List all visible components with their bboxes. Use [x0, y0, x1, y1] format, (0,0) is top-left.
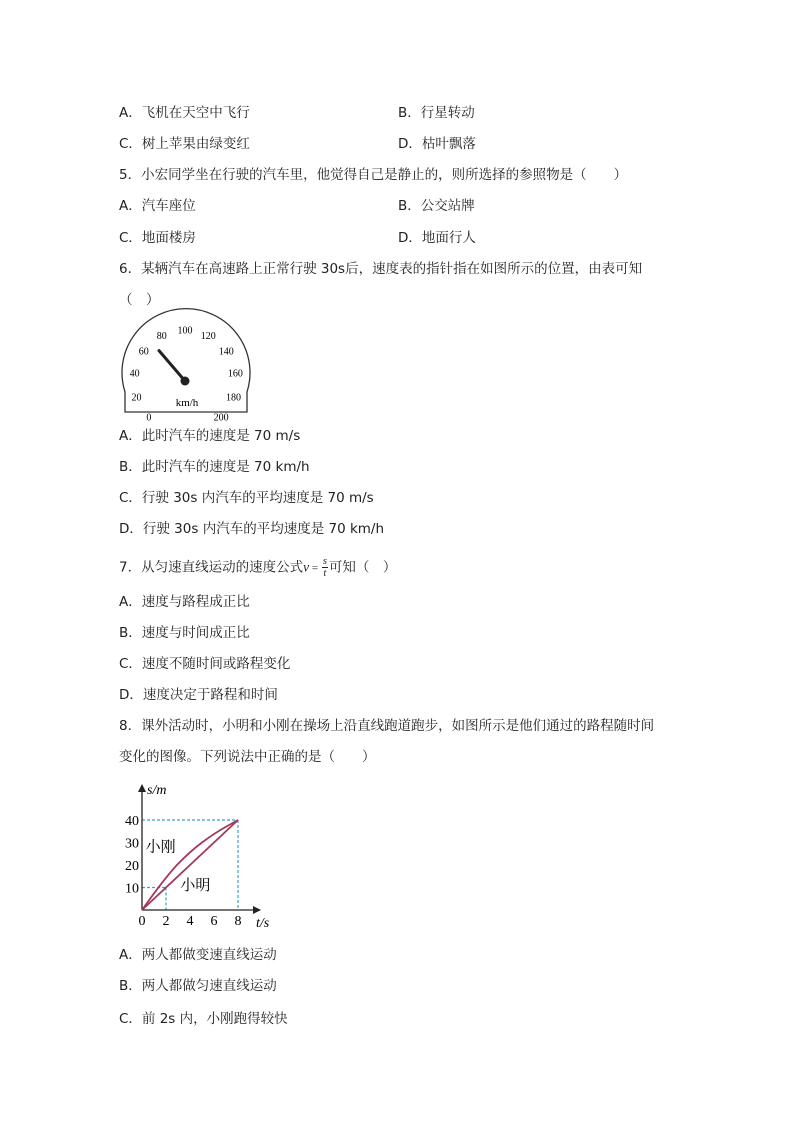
y-tick-label: 10	[125, 881, 139, 897]
q7-option-b: B．速度与时间成正比	[119, 625, 250, 641]
q4-option-d: D．枯叶飘落	[398, 136, 476, 152]
formula-equals: =	[309, 562, 321, 575]
q6-option-c: C．行驶 30s 内汽车的平均速度是 70 m/s	[119, 490, 374, 506]
gauge-tick-140: 140	[218, 346, 234, 358]
q6-option-b: B．此时汽车的速度是 70 km/h	[119, 459, 310, 475]
q8-stem-line2: 变化的图像。下列说法中正确的是（ ）	[119, 749, 376, 765]
gauge-pivot	[181, 377, 190, 386]
gauge-tick-120: 120	[200, 331, 216, 343]
q7-option-a: A．速度与路程成正比	[119, 594, 250, 610]
q7-option-d: D．速度决定于路程和时间	[119, 687, 278, 703]
q6-option-a: A．此时汽车的速度是 70 m/s	[119, 428, 301, 444]
gauge-tick-100: 100	[177, 325, 193, 337]
x-tick-label: 2	[162, 914, 170, 929]
distance-time-chart	[112, 775, 282, 935]
y-tick-label: 30	[125, 836, 139, 852]
x-axis-label: t/s	[256, 916, 270, 931]
q4-option-b: B．行星转动	[398, 105, 475, 121]
q6-option-d: D．行驶 30s 内汽车的平均速度是 70 km/h	[119, 521, 385, 537]
gauge-tick-80: 80	[156, 331, 167, 343]
y-tick-label: 20	[125, 859, 139, 874]
q8-option-a: A．两人都做变速直线运动	[119, 947, 277, 963]
formula-numerator: s	[322, 556, 327, 567]
gauge-tick-0: 0	[146, 412, 152, 424]
gauge-needle	[159, 351, 185, 381]
series-label-0: 小刚	[145, 839, 176, 856]
x-tick-label: 8	[234, 914, 242, 929]
q8-stem-line1: 8．课外活动时，小明和小刚在操场上沿直线跑道跑步，如图所示是他们通过的路程随时间	[119, 718, 655, 734]
x-tick-label: 4	[186, 914, 194, 929]
q4-option-a: A．飞机在天空中飞行	[119, 105, 250, 121]
x-tick-label: 6	[210, 914, 218, 929]
q7-stem-suffix: 可知（ ）	[328, 559, 397, 576]
formula-denominator: t	[323, 568, 327, 579]
x-tick-label: 0	[138, 914, 146, 929]
q7-stem	[119, 556, 396, 579]
gauge-unit-label: km/h	[175, 397, 199, 409]
formula-fraction	[322, 556, 328, 579]
q7-stem-prefix: 7．从匀速直线运动的速度公式	[119, 559, 304, 576]
q6-stem: 6．某辆汽车在高速路上正常行驶 30s后，速度表的指针指在如图所示的位置，由表可知	[119, 261, 643, 277]
q5-stem: 5．小宏同学坐在行驶的汽车里，他觉得自己是静止的，则所选择的参照物是（ ）	[119, 167, 628, 183]
q7-option-c: C．速度不随时间或路程变化	[119, 656, 291, 672]
gauge-tick-200: 200	[213, 412, 229, 424]
y-tick-label: 40	[125, 814, 139, 829]
formula-velocity-symbol: v	[303, 559, 310, 575]
q5-option-c: C．地面楼房	[119, 230, 196, 246]
q6-answer-paren: （ ）	[119, 292, 160, 308]
gauge-tick-160: 160	[227, 368, 243, 380]
series-label-1: 小明	[180, 877, 211, 894]
q4-option-c: C．树上苹果由绿变红	[119, 136, 250, 152]
gauge-tick-20: 20	[131, 392, 142, 404]
gauge-tick-60: 60	[138, 346, 149, 358]
speedometer-figure	[119, 318, 259, 424]
q8-option-b: B．两人都做匀速直线运动	[119, 978, 277, 994]
q5-option-d: D．地面行人	[398, 230, 476, 246]
q8-option-c: C．前 2s 内，小刚跑得较快	[119, 1011, 288, 1027]
q5-option-b: B．公交站牌	[398, 198, 475, 214]
series-line-1	[142, 820, 238, 910]
q5-option-a: A．汽车座位	[119, 198, 196, 214]
gauge-tick-180: 180	[226, 392, 241, 404]
gauge-tick-40: 40	[129, 368, 140, 380]
y-axis-label: s/m	[147, 783, 167, 798]
